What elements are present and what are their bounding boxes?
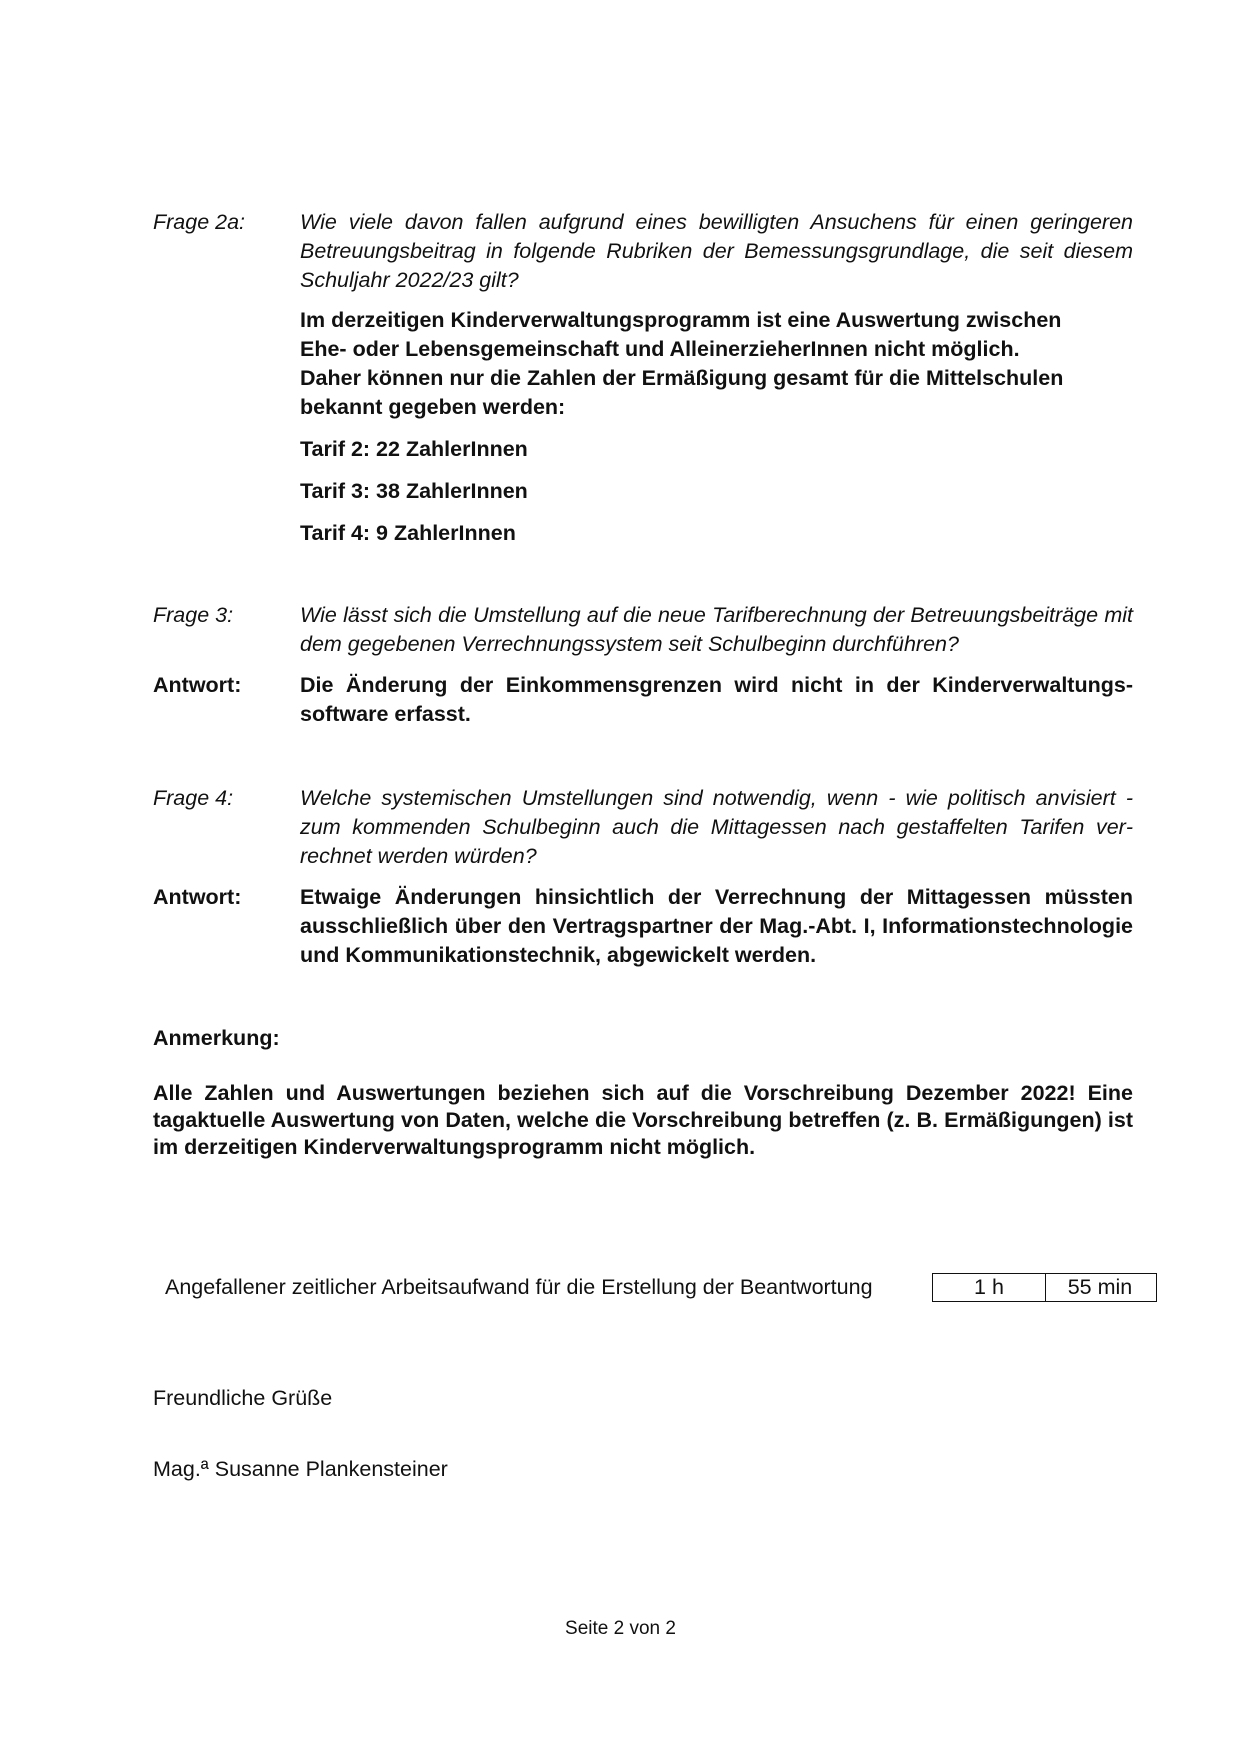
answer-2a-line: Im derzeitigen Kinderverwaltungsprogramm ist eine Auswertung zwischen	[300, 308, 1062, 332]
note-heading: Anmerkung:	[153, 1026, 280, 1050]
answer-2a-line: Daher können nur die Zahlen der Ermäßigung gesamt für die Mittelschulen	[300, 366, 1064, 390]
question-4-label: Frage 4:	[153, 786, 234, 810]
answer-3-label: Antwort:	[153, 673, 242, 697]
question-2a-label: Frage 2a:	[153, 210, 246, 234]
effort-hours: 1 h	[932, 1273, 1046, 1302]
note-text: Alle Zahlen und Auswertungen beziehen sich auf die Vorschreibung Dezember 2022! Eine tagaktuelle Auswertung von Daten, welche die Vorschreibung betreffen (z. B. Ermäßigungen) ist im derzeitigen Kinderverwaltungsprogramm nicht möglich.	[153, 1081, 1133, 1159]
tarif-3: Tarif 3: 38 ZahlerInnen	[300, 479, 528, 503]
question-4-text: Welche systemischen Umstellungen sind notwendig, wenn - wie politisch anvisiert - zum kommenden Schulbeginn auch die Mittagessen nach gestaffelten Tarifen verrechnet werden würden?	[300, 786, 1133, 868]
question-2a-text: Wie viele davon fallen aufgrund eines bewilligten Ansuchens für einen geringeren Betreuungsbeitrag in folgende Rubriken der Bemessungsgrundlage, die seit diesem Schuljahr 2022/23 gilt?	[300, 210, 1133, 292]
answer-4-label: Antwort:	[153, 885, 242, 909]
effort-minutes: 55 min	[1044, 1273, 1157, 1302]
closing-greeting: Freundliche Grüße	[153, 1386, 333, 1410]
answer-4-text: Etwaige Änderungen hinsichtlich der Verrechnung der Mittagessen müssten ausschließlich über den Vertragspartner der Mag.-Abt. I, Informationstechnologie und Kommunikationstechnik, abgewickelt werden.	[300, 885, 1133, 967]
tarif-4: Tarif 4: 9 ZahlerInnen	[300, 521, 516, 545]
effort-label: Angefallener zeitlicher Arbeitsaufwand für die Erstellung der Beantwortung	[165, 1275, 873, 1299]
page-number: Seite 2 von 2	[565, 1618, 676, 1639]
answer-2a-line: Ehe- oder Lebensgemeinschaft und AlleinerzieherInnen nicht möglich.	[300, 337, 1020, 361]
tarif-2: Tarif 2: 22 ZahlerInnen	[300, 437, 528, 461]
question-3-label: Frage 3:	[153, 603, 234, 627]
signature-name: Mag.ª Susanne Plankensteiner	[153, 1457, 448, 1481]
answer-2a-line: bekannt gegeben werden:	[300, 395, 566, 419]
question-3-text: Wie lässt sich die Umstellung auf die neue Tarifberechnung der Betreuungsbeiträge mit dem gegebenen Verrechnungssystem seit Schulbeginn durchführen?	[300, 603, 1133, 656]
answer-3-text: Die Änderung der Einkommensgrenzen wird nicht in der Kinderverwaltungssoftware erfasst.	[300, 673, 1133, 726]
